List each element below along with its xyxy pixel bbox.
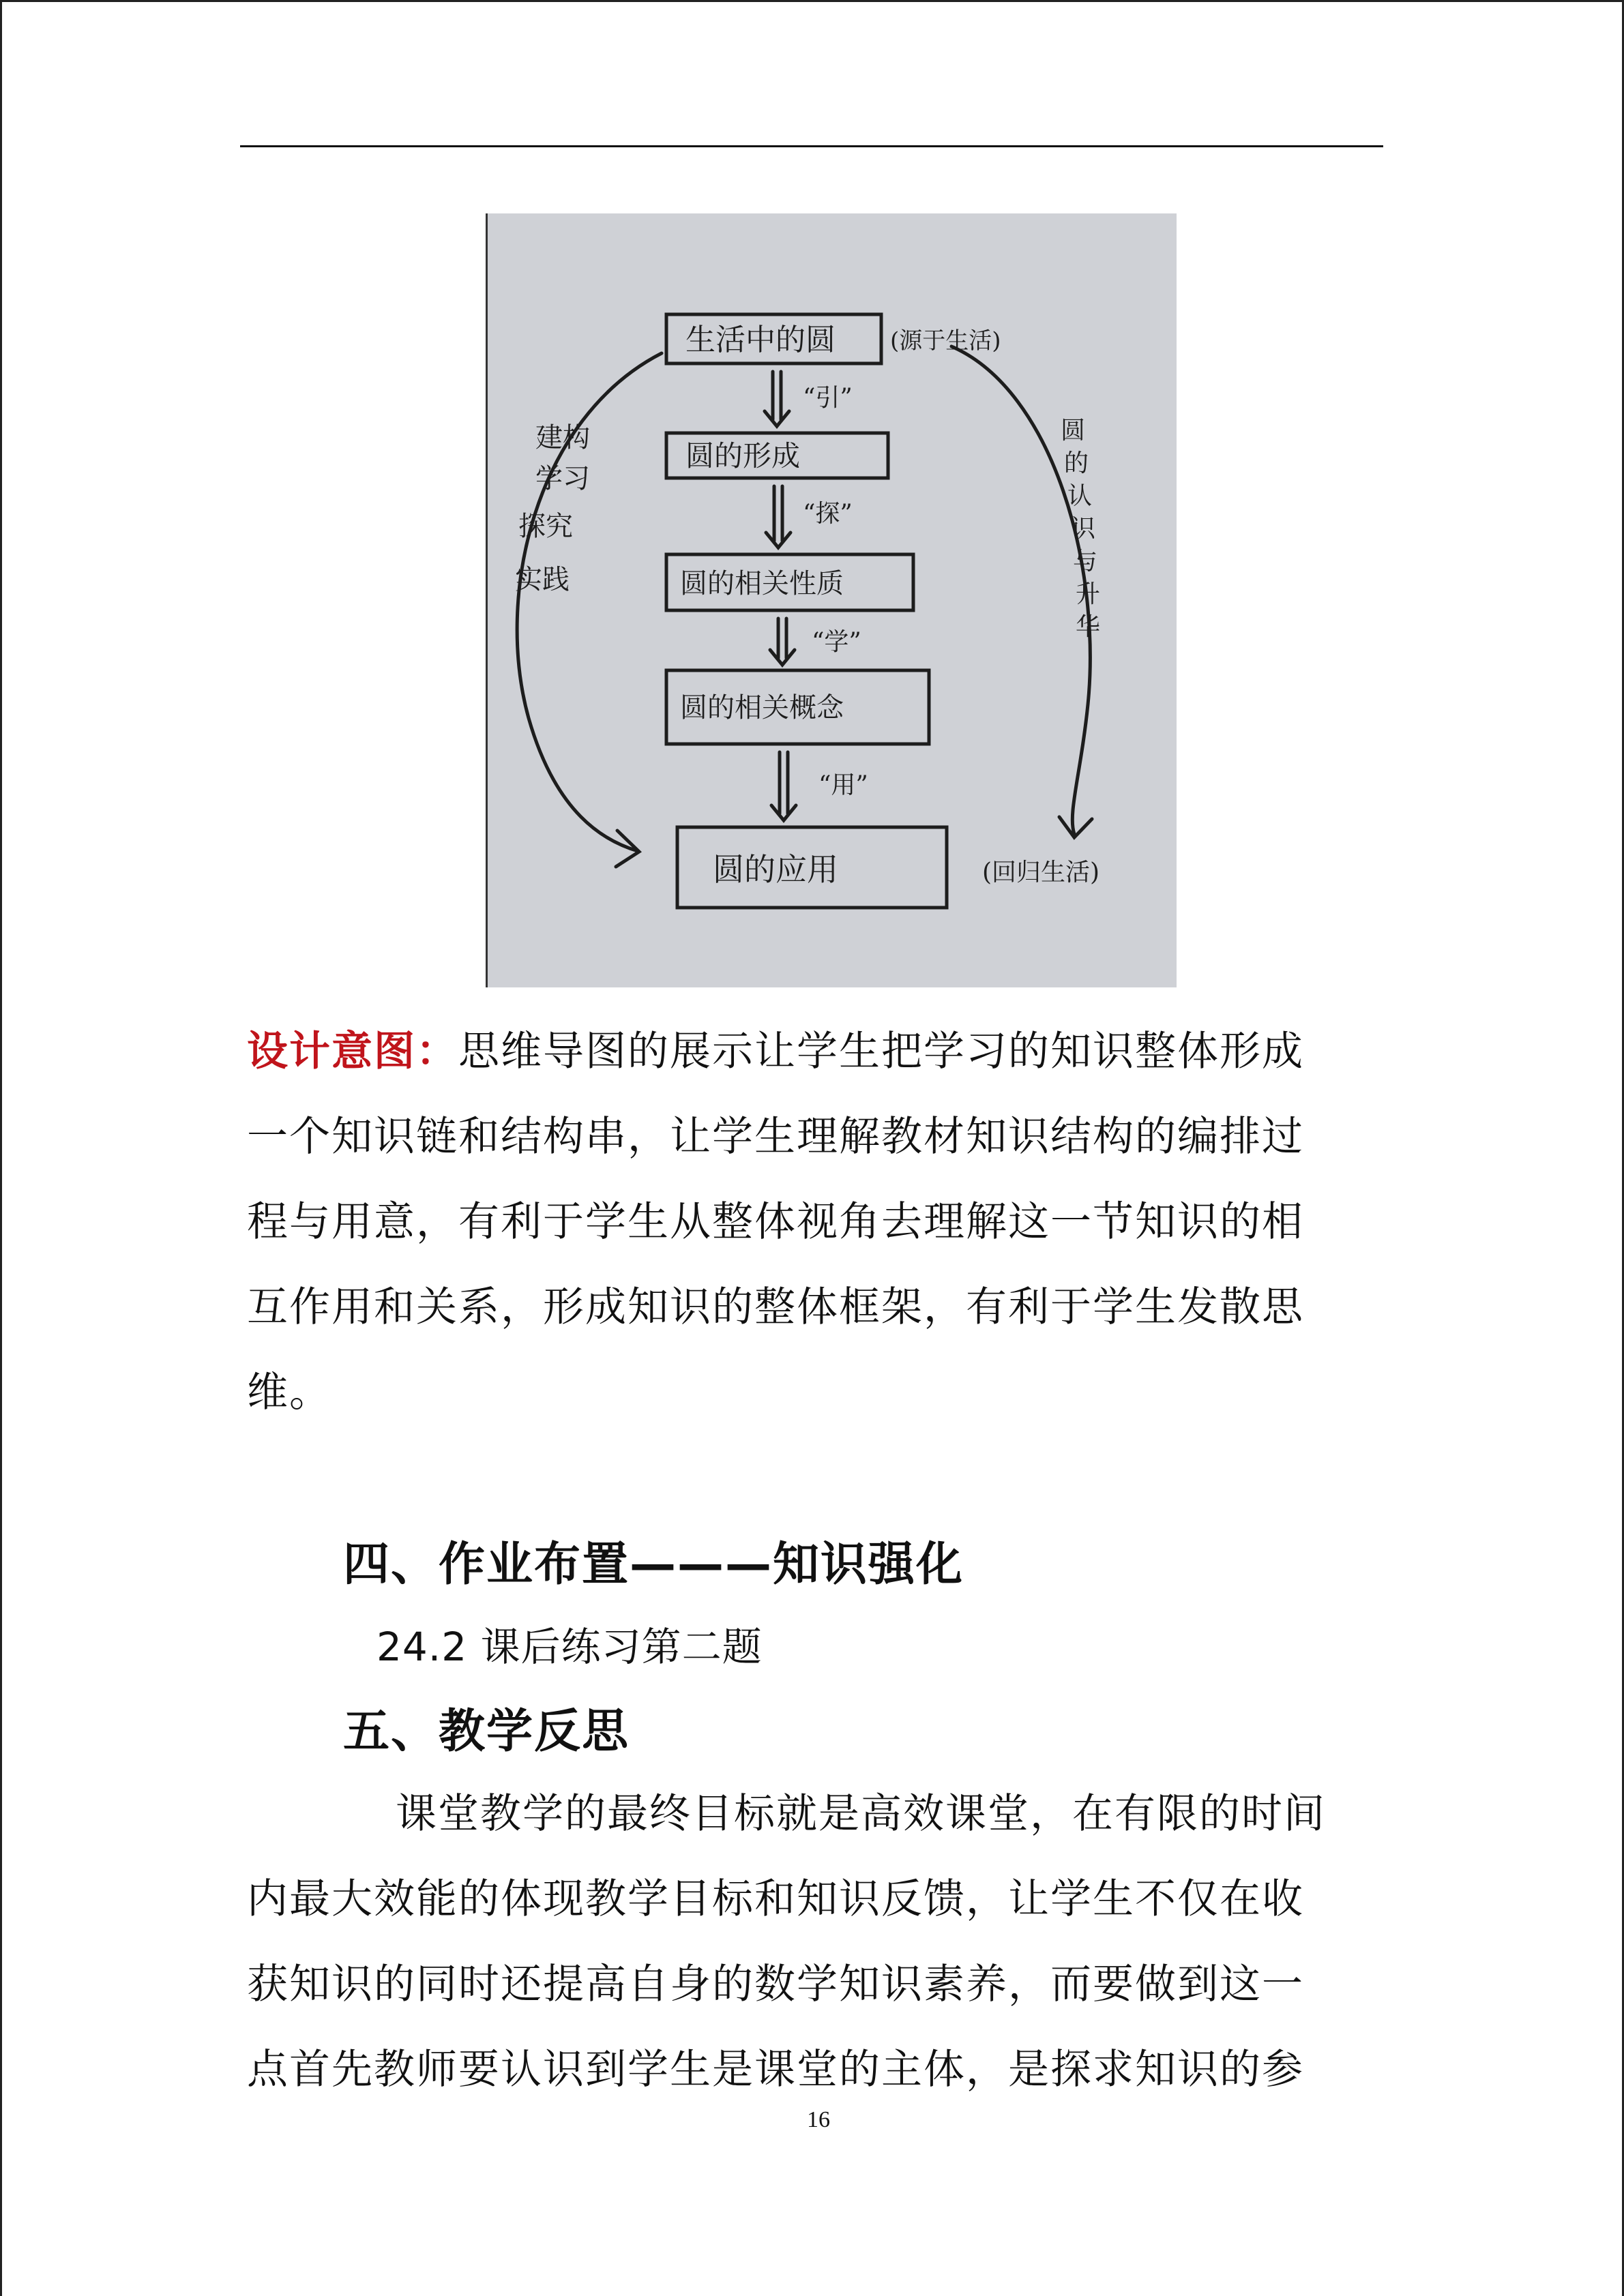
left-label-1: 建构 bbox=[535, 422, 590, 453]
right-label-5: 与 bbox=[1073, 548, 1098, 576]
design-intent-line-3: 程与用意，有利于学生从整体视角去理解这一节知识的相 bbox=[247, 1198, 1304, 1246]
design-intent-line-2: 一个知识链和结构串，让学生理解教材知识结构的编排过 bbox=[247, 1113, 1304, 1161]
right-label-3: 认 bbox=[1067, 482, 1093, 510]
left-label-3: 探究 bbox=[518, 511, 573, 542]
arrow-label-2: “探” bbox=[803, 500, 853, 528]
right-label-4: 识 bbox=[1071, 515, 1096, 543]
box-2-text: 圆的相关性质 bbox=[680, 568, 844, 599]
design-intent-line-4: 互作用和关系，形成知识的整体框架，有利于学生发散思 bbox=[247, 1283, 1304, 1331]
design-intent-text-1: 思维导图的展示让学生把学习的知识整体形成 bbox=[458, 1028, 1304, 1075]
box-top-text: 生活中的圆 bbox=[685, 323, 836, 357]
mind-map-figure bbox=[486, 213, 1177, 987]
bottom-note: (回归生活) bbox=[982, 859, 1100, 886]
mind-map-drawing bbox=[488, 213, 1177, 987]
arrow-label-1: “引” bbox=[803, 384, 853, 412]
left-label-2: 学习 bbox=[535, 463, 590, 494]
box-1-text: 圆的形成 bbox=[685, 439, 801, 473]
box-4-text: 圆的应用 bbox=[713, 851, 838, 888]
section-5-heading: 五、教学反思 bbox=[343, 1705, 630, 1759]
arrow-label-4: “用” bbox=[818, 771, 868, 799]
right-label-6: 升 bbox=[1076, 580, 1101, 608]
header-rule bbox=[240, 145, 1383, 147]
box-3-text: 圆的相关概念 bbox=[680, 692, 844, 724]
top-note: (源于生活) bbox=[890, 327, 1001, 355]
right-label-7: 华 bbox=[1076, 613, 1101, 641]
page-number: 16 bbox=[807, 2107, 830, 2132]
reflection-line-3: 获知识的同时还提高自身的数学知识素养，而要做到这一 bbox=[247, 1960, 1304, 2008]
arrow-label-3: “学” bbox=[812, 628, 861, 656]
reflection-line-4: 点首先教师要认识到学生是课堂的主体，是探求知识的参 bbox=[247, 2046, 1304, 2093]
homework-text: 24.2 课后练习第二题 bbox=[377, 1624, 763, 1670]
design-intent-paragraph bbox=[247, 1009, 1365, 1435]
design-intent-line-1 bbox=[247, 1009, 1365, 1094]
reflection-line-2: 内最大效能的体现教学目标和知识反馈，让学生不仅在收 bbox=[247, 1875, 1304, 1923]
reflection-line-1 bbox=[247, 1772, 1365, 1857]
reflection-paragraph bbox=[247, 1772, 1365, 2113]
right-label-2: 的 bbox=[1064, 449, 1089, 477]
design-intent-label: 设计意图： bbox=[247, 1028, 458, 1075]
design-intent-line-5: 维。 bbox=[247, 1369, 331, 1416]
right-label-1: 圆 bbox=[1061, 417, 1086, 445]
left-label-4: 实践 bbox=[515, 564, 570, 595]
reflection-text-1: 课堂教学的最终目标就是高效课堂，在有限的时间 bbox=[396, 1790, 1326, 1838]
section-4-heading: 四、作业布置———知识强化 bbox=[343, 1538, 964, 1592]
